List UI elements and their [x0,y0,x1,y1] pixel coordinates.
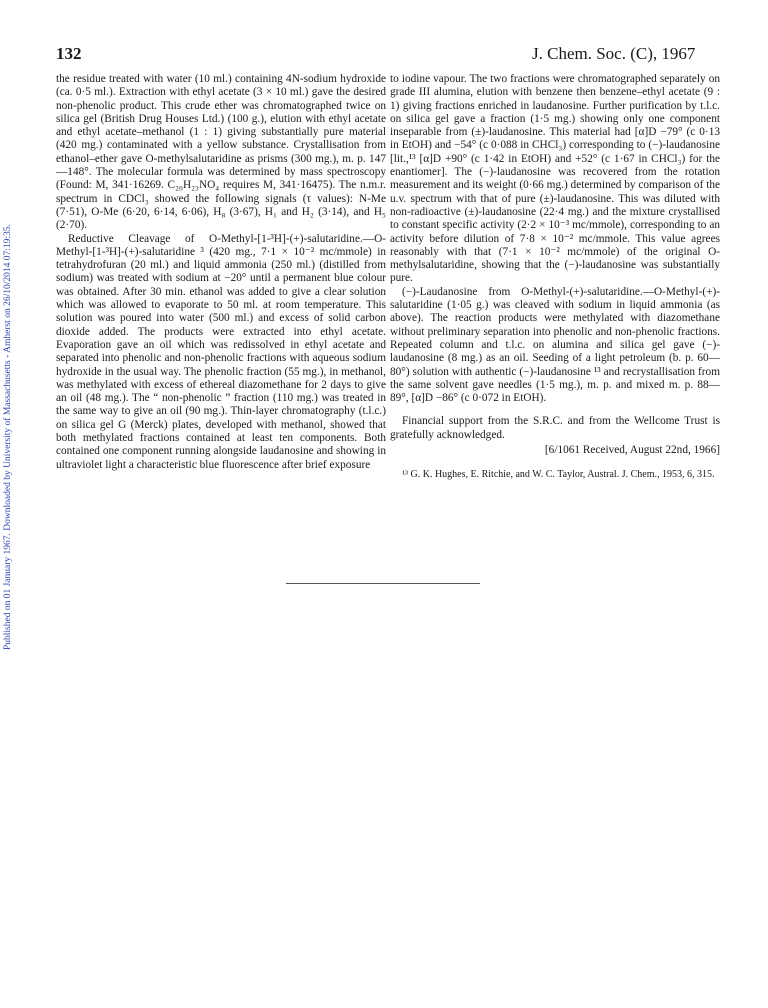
page-number: 132 [56,44,82,63]
acknowledgement: Financial support from the S.R.C. and from the Wellcome Trust is gratefully acknowledged. [390,415,720,441]
footnote-reference-13: ¹³ G. K. Hughes, E. Ritchie, and W. C. Taylor, Austral. J. Chem., 1953, 6, 315. [402,469,715,481]
download-watermark-text: Published on 01 January 1967. Downloaded by University of Massachusetts - Amherst on 26/10/2014 07:19:35. [3,224,13,650]
download-watermark [3,130,15,650]
left-column [56,73,386,472]
received-date: [6/1061 Received, August 22nd, 1966] [544,444,720,457]
end-rule [286,583,480,584]
paragraph-laudanosine-purification: to iodine vapour. The two fractions were chromatographed separately on grade III alumina, elution with benzene then benzene–ethyl acetate (9 : 1) giving fractions enriched in laudanosine. Further purification by t.l.c. on silica gel gave a fraction (1·5 mg.) showing only one component inseparable from (±)-laudanosine. This material had [α]D −79° (c 0·13 in EtOH) and −54° (c 0·088 in CHCl₃) corresponding to (−)-laudanosine [lit.,¹³ [α]D +90° (c 1·42 in EtOH) and +52° (c 1·67 in CHCl₃) for the enantiomer]. The (−)-laudanosine was recovered from the rotation measurement and its weight (0·66 mg.) determined by comparison of the u.v. spectrum with that of pure (±)-laudanosine. This was diluted with non-radioactive (±)-laudanosine (22·4 mg.) and the mixture crystallised to constant specific activity (2·2 × 10⁻³ mc/mmole), corresponding to an activity before dilution of 7·8 × 10⁻² mc/mmole. This value agrees reasonably with that (7·1 × 10⁻² mc/mmole) of the original O-methylsalutaridine, showing that the (−)-laudanosine was substantially pure. [390,73,720,285]
paragraph-reductive-cleavage: Reductive Cleavage of O-Methyl-[1-³H]-(+)-salutaridine.—O-Methyl-[1-³H]-(+)-salutaridine ³ (420 mg., 7·1 × 10⁻² mc/mmole) in tetrahydrofuran (20 ml.) and liquid ammonia (250 ml.) (distilled from sodium) was treated with sodium at −20° until a permanent blue colour was obtained. After 30 min. ethanol was added to give a clear solution which was allowed to evaporate to 50 ml. at room temperature. This solution was poured into water (500 ml.) and excess of solid carbon dioxide added. The products were extracted into ethyl acetate. Evaporation gave an oil which was redissolved in ethyl acetate and separated into phenolic and non-phenolic fractions with aqueous sodium hydroxide in the usual way. The phenolic fraction (55 mg.), in methanol, was methylated with excess of ethereal diazomethane for 2 days to give an oil (48 mg.). The “ non-phenolic ” fraction (110 mg.) was treated in the same way to give an oil (90 mg.). Thin-layer chromatography (t.l.c.) on silica gel G (Merck) plates, developed with methanol, showed that both methylated fractions contained at least ten components. Both contained one component running alongside laudanosine and showing in ultraviolet light a characteristic blue fluorescence after brief exposure [56,232,386,471]
right-column [390,73,720,482]
paragraph-o-methylsalutaridine: the residue treated with water (10 ml.) containing 4N-sodium hydroxide (ca. 0·5 ml.). Extraction with ethyl acetate (3 × 10 ml.) gave the desired non-phenolic product. This crude ether was chromatographed twice on silica gel (British Drug Houses Ltd.) (100 g.), elution with ethyl acetate and ethyl acetate–methanol (1 : 1) giving substantially pure material (420 mg.) contaminated with a yellow substance. Crystallisation from ethanol–ether gave O-methylsalutaridine as prisms (300 mg.), m. p. 147—148°. The molecular formula was determined by mass spectroscopy (Found: M, 341·16269. C₂₀H₂₃NO₄ requires M, 341·16475). The n.m.r. spectrum in CDCl₃ showed the following signals (τ values): N-Me (7·51), O-Me (6·20, 6·14, 6·06), H₈ (3·67), H₁ and H₂ (3·14), and H₅ (2·70). [56,73,386,232]
journal-running-head: J. Chem. Soc. (C), 1967 [532,44,696,63]
paragraph-laudanosine-from-salutaridine: (−)-Laudanosine from O-Methyl-(+)-salutaridine.—O-Methyl-(+)-salutaridine (1·05 g.) was cleaved with sodium in liquid ammonia (as above). The reaction products were methylated with diazomethane without preliminary separation into phenolic and non-phenolic fractions. Repeated column and t.l.c. on alumina and silica gel gave (−)-laudanosine (8 mg.) as an oil. Seeding of a light petroleum (b. p. 60—80°) solution with authentic (−)-laudanosine ¹³ and recrystallisation from the same solvent gave needles (1·5 mg.), m. p. and mixed m. p. 88—89°, [α]D −86° (c 0·072 in EtOH). [390,285,720,405]
